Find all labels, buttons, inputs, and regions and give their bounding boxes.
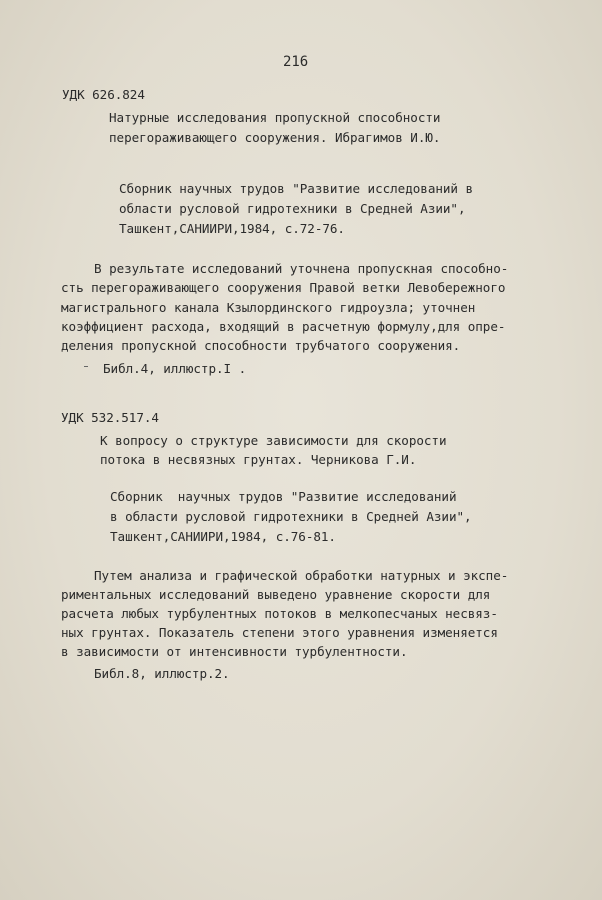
page-number: 216 xyxy=(283,54,309,70)
abstract-line: в зависимости от интенсивности турбулентности. xyxy=(61,644,408,659)
source-line: в области русловой гидротехники в Средней Азии", xyxy=(110,509,472,524)
entry-title-line: К вопросу о структуре зависимости для скорости xyxy=(100,433,447,448)
abstract-line: В результате исследований уточнена пропускная способно- xyxy=(94,261,509,276)
abstract-line: магистрального канала Кзылординского гидроузла; уточнен xyxy=(61,300,476,315)
entry-title-line: Натурные исследования пропускной способности xyxy=(109,110,441,125)
entry-title-line: потока в несвязных грунтах. Черникова Г.И. xyxy=(100,452,417,467)
margin-mark xyxy=(84,366,88,367)
udk-code: УДК 626.824 xyxy=(62,87,145,102)
source-line: Сборник научных трудов "Развитие исследований xyxy=(110,489,457,504)
source-line: области русловой гидротехники в Средней Азии", xyxy=(119,201,466,216)
bibliography-note: Библ.8, иллюстр.2. xyxy=(94,666,230,681)
abstract-line: риментальных исследований выведено уравнение скорости для xyxy=(61,587,491,602)
abstract-line: коэффициент расхода, входящий в расчетную формулу,для опре- xyxy=(61,319,506,334)
source-line: Ташкент,САНИИРИ,1984, с.72-76. xyxy=(119,221,345,236)
abstract-line: расчета любых турбулентных потоков в мелкопесчаных несвяз- xyxy=(61,606,498,621)
entry-title-line: перегораживающего сооружения. Ибрагимов И.Ю. xyxy=(109,130,441,145)
source-line: Сборник научных трудов "Развитие исследований в xyxy=(119,181,474,196)
abstract-line: Путем анализа и графической обработки натурных и экспе- xyxy=(94,568,509,583)
abstract-line: ных грунтах. Показатель степени этого уравнения изменяется xyxy=(61,625,498,640)
source-line: Ташкент,САНИИРИ,1984, с.76-81. xyxy=(110,529,336,544)
bibliography-note: Библ.4, иллюстр.I . xyxy=(103,361,247,376)
abstract-line: сть перегораживающего сооружения Правой ветки Левобережного xyxy=(61,280,506,295)
udk-code: УДК 532.517.4 xyxy=(61,410,159,425)
abstract-line: деления пропускной способности трубчатого сооружения. xyxy=(61,338,461,353)
